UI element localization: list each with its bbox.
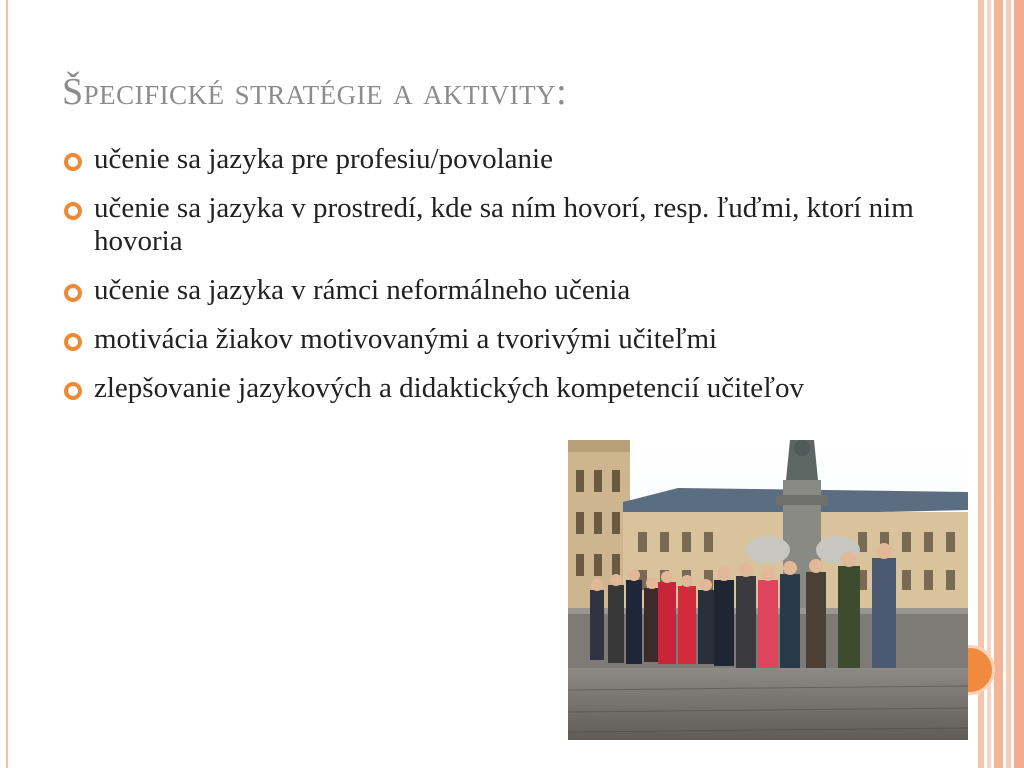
group-photo — [568, 440, 968, 740]
bullet-item — [60, 274, 950, 307]
ring-bullet-icon — [64, 153, 82, 171]
right-stripe-3 — [994, 0, 1003, 768]
bullet-text: zlepšovanie jazykových a didaktických kompetencií učiteľov — [94, 372, 804, 404]
bullet-list — [60, 143, 950, 421]
ring-bullet-icon — [64, 202, 82, 220]
bullet-text: učenie sa jazyka pre profesiu/povolanie — [94, 143, 553, 175]
bullet-text: učenie sa jazyka v prostredí, kde sa ním hovorí, resp. ľuďmi, ktorí nim hovoria — [94, 192, 914, 257]
ring-bullet-icon — [64, 284, 82, 302]
right-stripe-4 — [1006, 0, 1011, 768]
ring-bullet-icon — [64, 382, 82, 400]
left-border-line — [6, 0, 8, 768]
bullet-item — [60, 372, 950, 405]
slide-title: Špecifické stratégie a aktivity: — [62, 71, 568, 113]
bullet-text: učenie sa jazyka v rámci neformálneho učenia — [94, 274, 631, 306]
bullet-text: motivácia žiakov motivovanými a tvorivými učiteľmi — [94, 323, 718, 355]
ring-bullet-icon — [64, 333, 82, 351]
bullet-item — [60, 323, 950, 356]
right-stripe-5 — [1014, 0, 1024, 768]
bullet-item — [60, 192, 950, 258]
bullet-item — [60, 143, 950, 176]
